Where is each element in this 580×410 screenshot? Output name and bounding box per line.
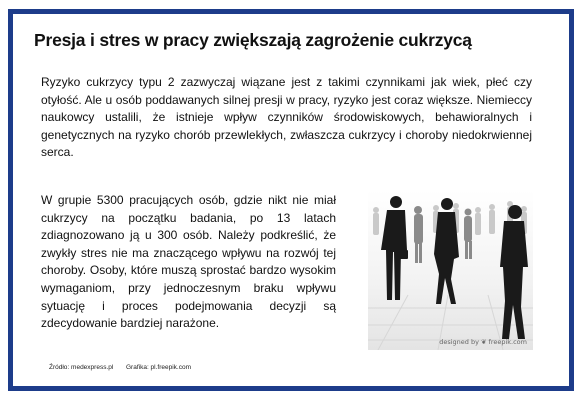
- business-people-silhouettes-image: [368, 190, 533, 350]
- study-paragraph: W grupie 5300 pracujących osób, gdzie nikt nie miał cukrzycy na początku badania, po 13 latach zdiagnozowano ją u 300 osób. Należy podkreślić, że zwykły stres nie ma znaczącego wpływu na rozwój tej choroby. Osoby, które muszą sprostać bardzo wysokim wymaganiom, przy jednoczesnym braku wpływu sytuację i proces podejmowania decyzji są zdecydowanie bardziej narażone.: [41, 193, 336, 331]
- silhouettes-illustration: [368, 190, 533, 350]
- graphic-credit: Grafika: pl.freepik.com: [126, 364, 192, 371]
- source-note: Źródło: medexpress.pl: [49, 364, 114, 371]
- page-title: Presja i stres w pracy zwiększają zagrożenie cukrzycą: [34, 30, 472, 50]
- intro-paragraph: Ryzyko cukrzycy typu 2 zazwyczaj wiązane jest z takimi czynnikami jak wiek, płeć czy otyłość. Ale u osób poddawanych silnej presji w pracy, ryzyko jest coraz większe. Niemieccy naukowcy ustalili, że istnieje wpływ czynników środowiskowych, behawioralnych i genetycznych na ryzyko chorób przewlekłych, zwłaszcza cukrzycy i choroby niedokrwiennej serca.: [41, 75, 532, 160]
- photo-watermark: designed by ❦ freepik.com: [439, 338, 527, 346]
